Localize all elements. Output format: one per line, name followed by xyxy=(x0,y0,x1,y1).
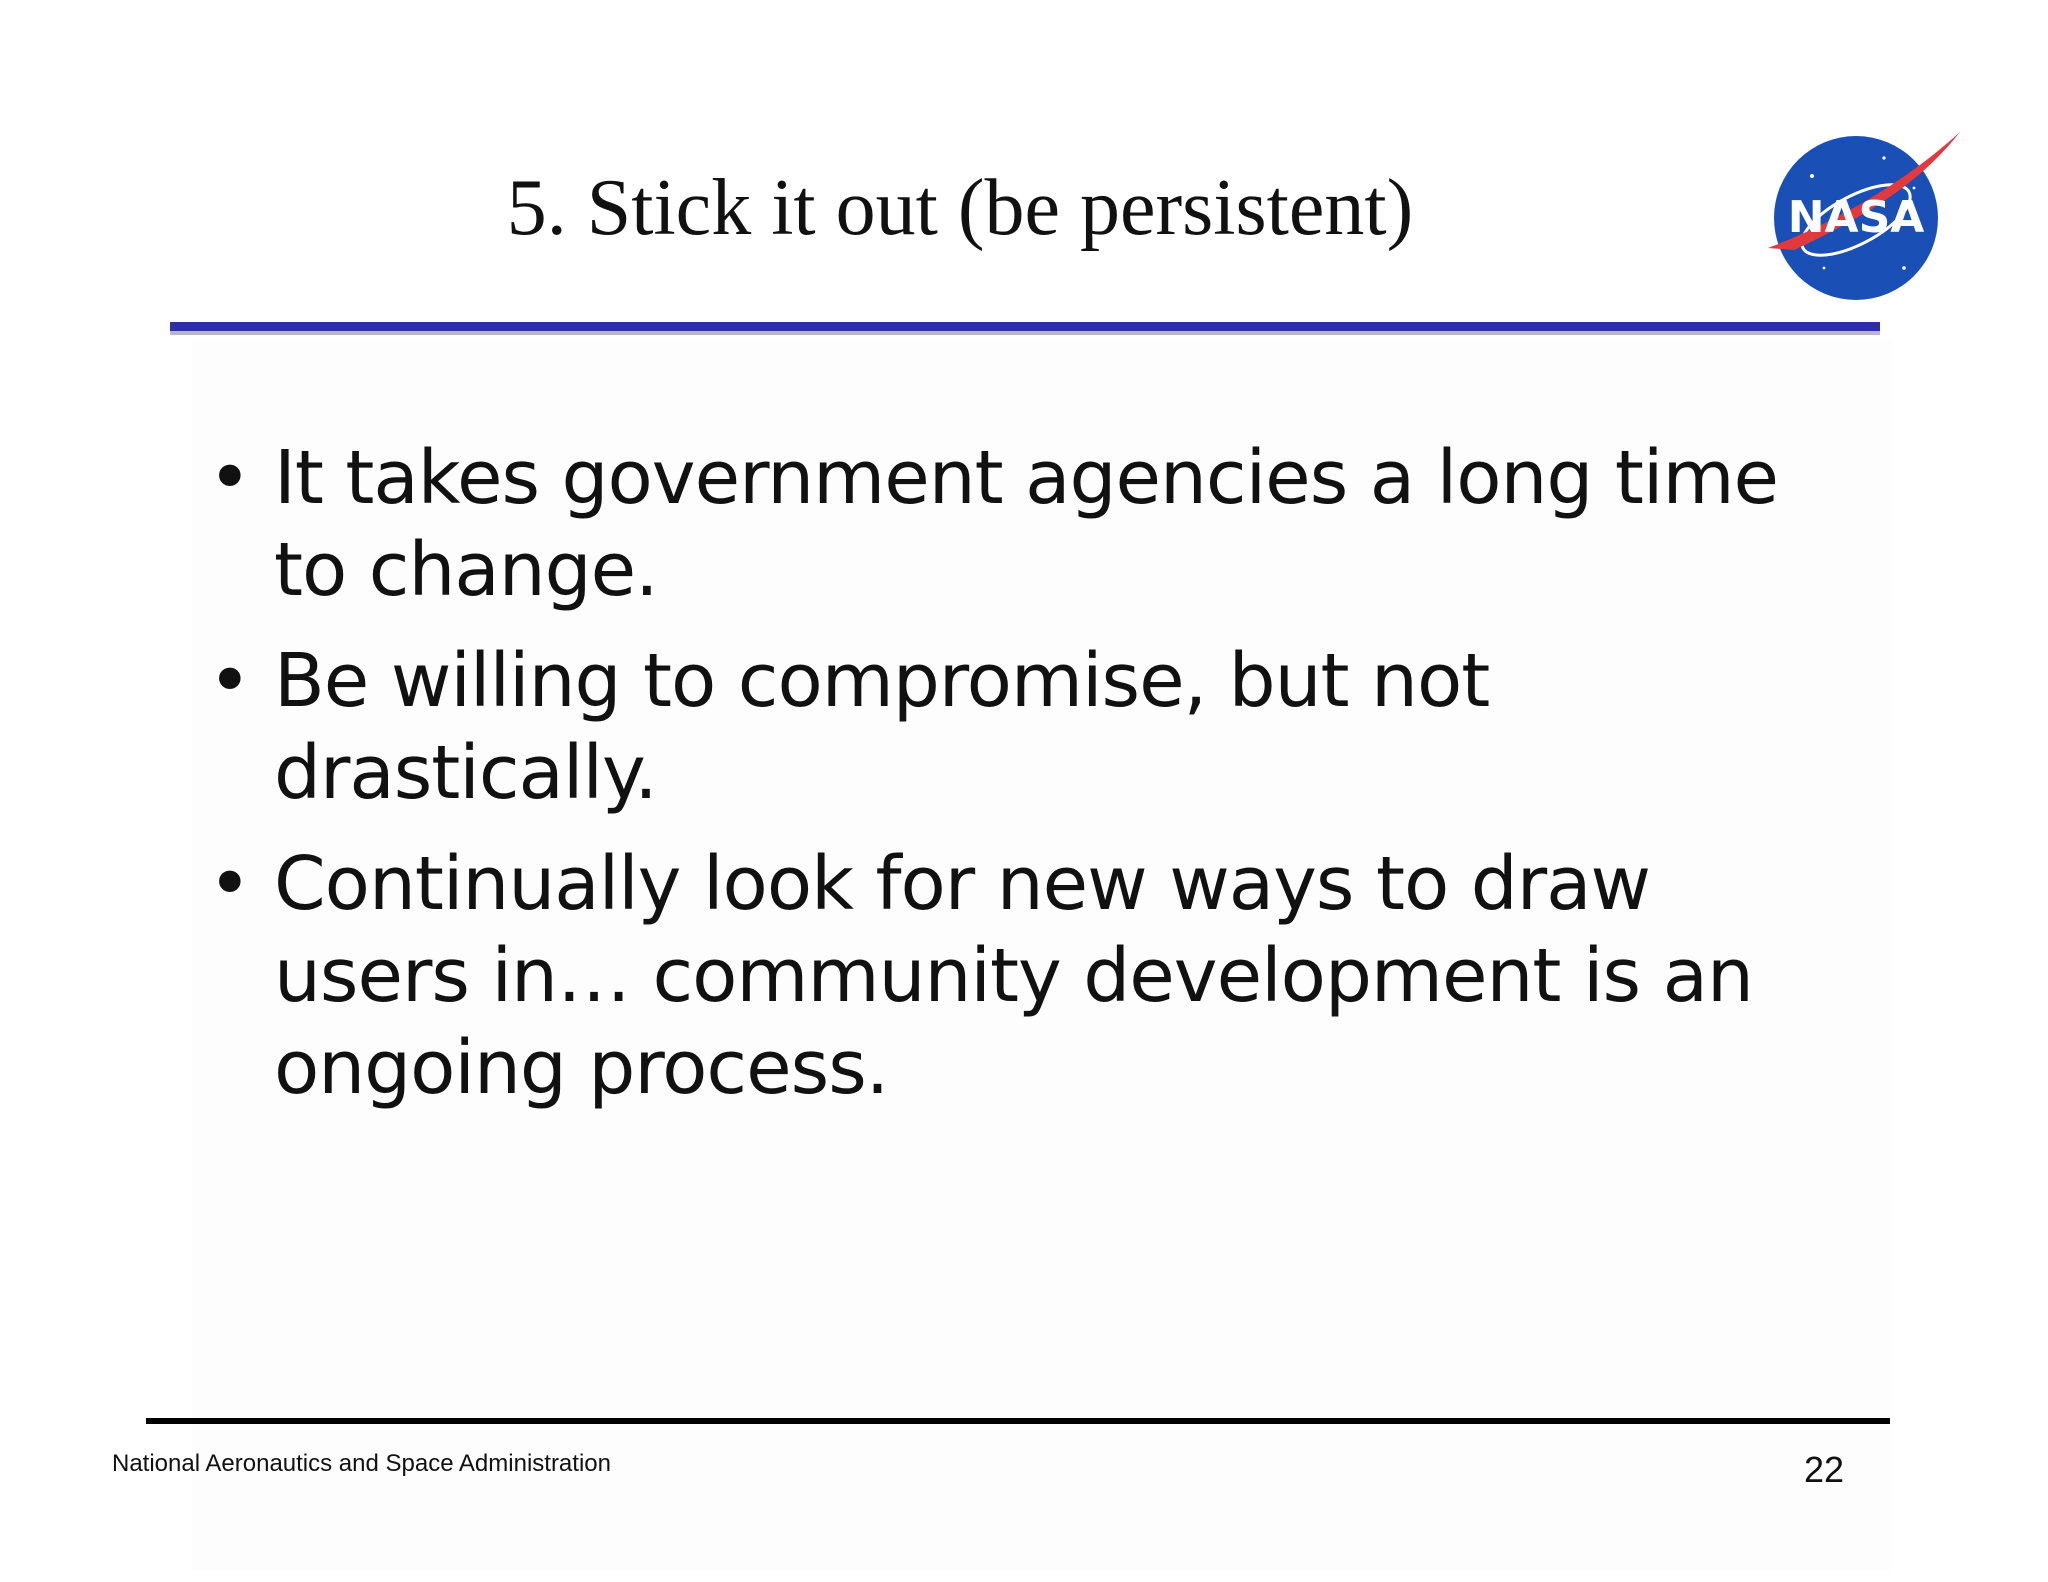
bullet-text: Continually look for new ways to draw users in… community development is an ongoing process. xyxy=(274,841,1753,1111)
title-divider xyxy=(170,322,1880,331)
bullet-item xyxy=(196,838,1836,1114)
title-divider-shadow xyxy=(170,331,1880,335)
footer-divider xyxy=(146,1418,1890,1424)
bullet-item xyxy=(196,432,1836,616)
footer-organization: National Aeronautics and Space Administration xyxy=(112,1450,611,1477)
bullet-list xyxy=(196,432,1836,1133)
page-number: 22 xyxy=(1803,1449,1844,1490)
bullet-item xyxy=(196,635,1836,819)
nasa-logo-text: NASA xyxy=(1787,192,1925,243)
bullet-text: Be willing to compromise, but not drastically. xyxy=(274,638,1490,816)
bullet-dot: • xyxy=(208,435,251,521)
nasa-logo-icon xyxy=(1764,128,1964,314)
bullet-dot: • xyxy=(208,841,251,927)
slide-title: 5. Stick it out (be persistent) xyxy=(506,164,1414,252)
bullet-dot: • xyxy=(208,638,251,724)
bullet-text: It takes government agencies a long time to change. xyxy=(274,435,1779,613)
